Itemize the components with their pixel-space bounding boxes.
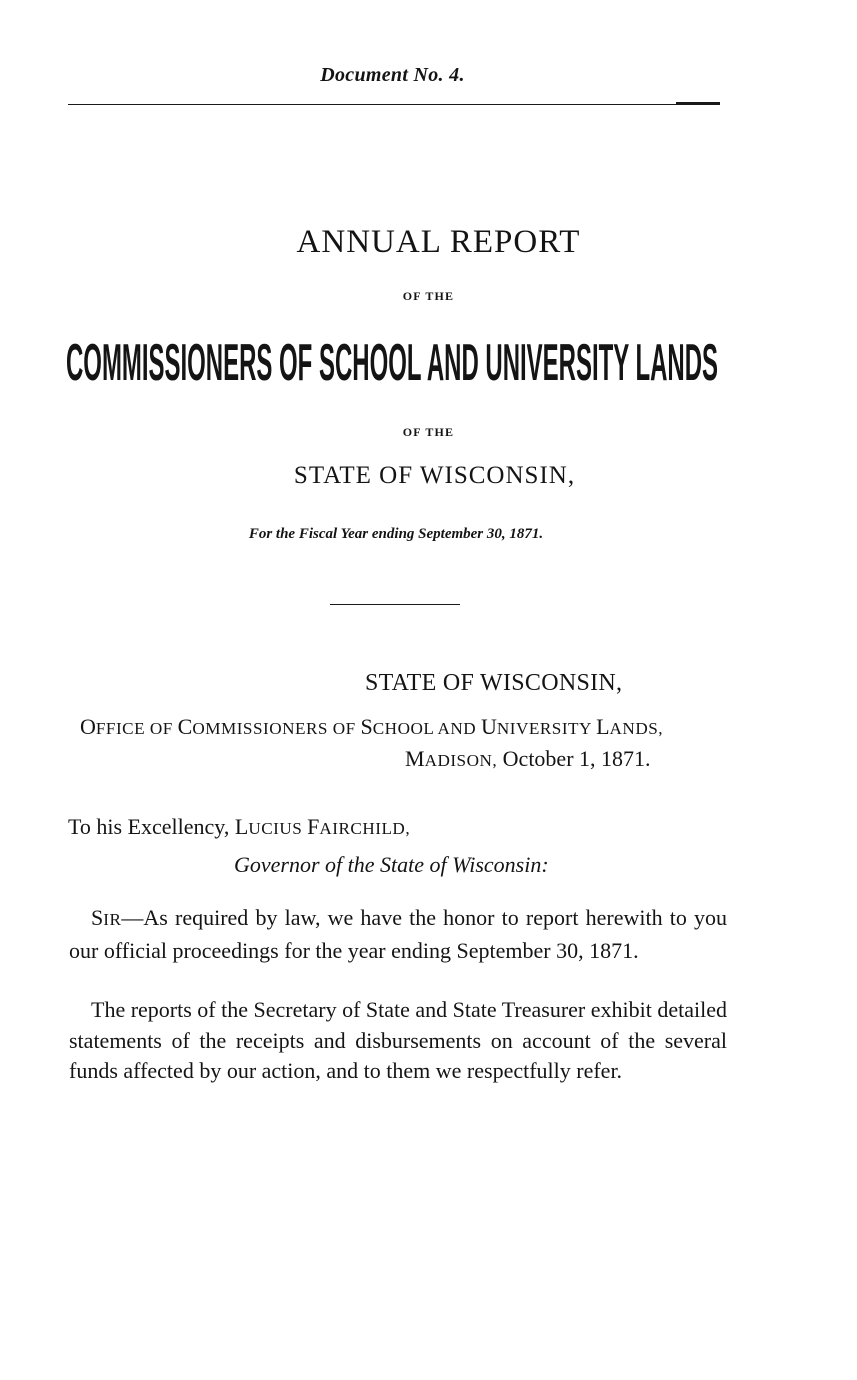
of-the-label-2: OF THE bbox=[402, 425, 455, 439]
salutation-to: To his Excellency, bbox=[68, 814, 235, 839]
body-paragraph-2 bbox=[69, 995, 727, 1087]
date-text: October 1, 1871. bbox=[497, 746, 651, 771]
office-cap: S bbox=[360, 714, 373, 739]
report-title: ANNUAL REPORT bbox=[296, 224, 581, 260]
letterhead-state: STATE OF WISCONSIN, bbox=[365, 670, 623, 696]
office-cap: C bbox=[177, 714, 193, 739]
office-part: CHOOL AND bbox=[372, 719, 481, 738]
name-part: AIRCHILD, bbox=[319, 819, 411, 838]
section-divider bbox=[330, 604, 460, 605]
salutation-line bbox=[68, 814, 410, 840]
header-rule bbox=[68, 104, 720, 105]
state-title: STATE OF WISCONSIN, bbox=[293, 462, 576, 489]
madison-cap: M bbox=[405, 746, 425, 771]
commissioners-title: COMMISSIONERS OF SCHOOL AND UNIVERSITY LANDS bbox=[66, 334, 718, 392]
office-part: FFICE OF bbox=[95, 719, 178, 738]
office-part: OMMISSIONERS OF bbox=[192, 719, 361, 738]
sir-cap: S bbox=[91, 905, 104, 930]
fiscal-year-subtitle: For the Fiscal Year ending September 30, 1871. bbox=[248, 526, 544, 542]
header-rule-accent bbox=[676, 102, 720, 105]
office-part: ANDS, bbox=[609, 719, 664, 738]
name-cap: L bbox=[234, 814, 249, 839]
running-head: Document No. 4. bbox=[320, 64, 465, 86]
paragraph-text: The reports of the Secretary of State and State Treasurer exhibit detailed statements of the receipts and disbursements on account of the several funds affected by our action, and to them we respectfully refer. bbox=[69, 997, 727, 1083]
body-paragraph-1 bbox=[69, 903, 727, 966]
office-part: NIVERSITY bbox=[496, 719, 597, 738]
of-the-label: OF THE bbox=[402, 289, 455, 303]
name-cap: F bbox=[307, 814, 320, 839]
letterhead-date bbox=[405, 746, 651, 772]
madison-rest: ADISON, bbox=[424, 751, 498, 770]
office-cap: U bbox=[481, 714, 497, 739]
commissioners-title-block bbox=[66, 331, 718, 395]
sir-rest: IR bbox=[103, 910, 122, 929]
letterhead-office bbox=[80, 714, 663, 740]
name-part: UCIUS bbox=[248, 819, 308, 838]
governor-title: Governor of the State of Wisconsin: bbox=[234, 852, 549, 877]
office-cap: O bbox=[80, 714, 96, 739]
office-cap: L bbox=[596, 714, 610, 739]
paragraph-text: —As required by law, we have the honor to report herewith to you our official proceedings for the year ending September 30, 1871. bbox=[69, 905, 727, 963]
